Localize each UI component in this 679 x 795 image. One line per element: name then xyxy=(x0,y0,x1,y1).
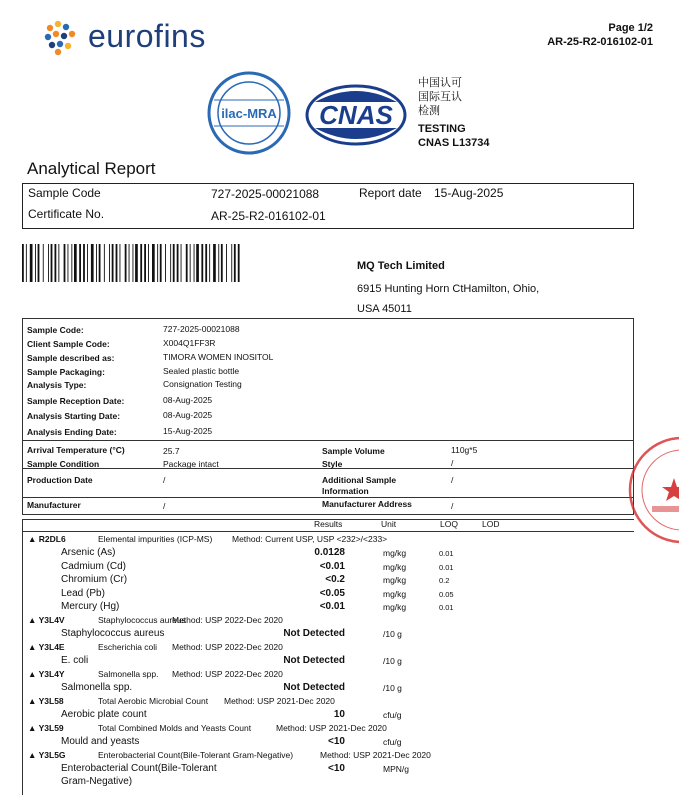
cn-line-3: 检测 xyxy=(418,105,440,117)
barcode-bar xyxy=(48,244,49,282)
result-value: <0.01 xyxy=(319,560,345,572)
barcode-bar xyxy=(165,244,166,282)
analyte-name: Mould and yeasts xyxy=(61,735,140,747)
analyte-name: Mercury (Hg) xyxy=(61,601,120,612)
additional-info-value: / xyxy=(451,475,454,485)
loq-header: LOQ xyxy=(440,519,458,529)
additional-info-label xyxy=(322,475,396,497)
barcode-bar xyxy=(213,244,216,282)
barcode-bar xyxy=(205,244,207,282)
result-unit: cfu/g xyxy=(383,709,402,720)
barcode-bar xyxy=(96,244,97,282)
sample-info-value: 15-Aug-2025 xyxy=(163,426,213,436)
test-method: Method: USP 2022-Dec 2020 xyxy=(172,614,283,625)
certificate-value: AR-25-R2-016102-01 xyxy=(211,209,326,223)
barcode-bar xyxy=(177,244,179,282)
additional-label-line-2: Information xyxy=(322,486,369,496)
cnas-number: CNAS L13734 xyxy=(418,137,490,149)
barcode-bar xyxy=(194,244,195,282)
test-method: Method: USP 2021-Dec 2020 xyxy=(320,749,431,760)
barcode-bar xyxy=(234,244,236,282)
ilac-mra-icon xyxy=(206,70,292,156)
barcode-bar xyxy=(51,244,53,282)
client-address-2: USA 45011 xyxy=(357,303,412,315)
barcode-bar xyxy=(79,244,81,282)
sample-info-value: Sealed plastic bottle xyxy=(163,366,240,376)
barcode-bar xyxy=(186,244,188,282)
result-unit: MPN/g xyxy=(383,763,409,774)
barcode-bar xyxy=(160,244,162,282)
barcode-bar xyxy=(218,244,219,282)
cnas-testing-block xyxy=(418,122,490,150)
ilac-text: ilac-MRA xyxy=(221,106,277,121)
sample-info-label: Sample Reception Date: xyxy=(27,396,125,406)
barcode-bar xyxy=(209,244,210,282)
barcode-bar xyxy=(55,244,57,282)
manufacturer-address-label: Manufacturer Address xyxy=(322,499,412,509)
manufacturer-value: / xyxy=(163,501,166,511)
test-method: Method: USP 2021-Dec 2020 xyxy=(276,722,387,733)
result-unit: mg/kg xyxy=(383,548,407,558)
result-value: <0.01 xyxy=(319,601,345,612)
unit-header: Unit xyxy=(381,519,397,529)
test-code: ▲ Y3L5G xyxy=(28,749,66,760)
barcode-bar xyxy=(173,244,175,282)
barcode-bar xyxy=(104,244,105,282)
result-unit: mg/kg xyxy=(383,588,407,599)
barcode-bar xyxy=(181,244,182,282)
barcode-bar xyxy=(226,244,227,282)
report-title: Analytical Report xyxy=(27,159,156,178)
barcode-bar xyxy=(140,244,142,282)
result-value: 10 xyxy=(333,708,345,720)
test-method: Method: USP 2022-Dec 2020 xyxy=(172,668,283,679)
lod-header: LOD xyxy=(482,519,500,529)
result-value: <10 xyxy=(328,735,345,747)
test-code: ▲ R2DL6 xyxy=(28,534,66,544)
divider xyxy=(22,440,634,441)
barcode-bar xyxy=(125,244,127,282)
loq-value: 0.01 xyxy=(439,562,454,572)
result-value: Not Detected xyxy=(283,627,345,639)
testing-label: TESTING xyxy=(418,123,466,135)
cnas-text: CNAS xyxy=(319,100,393,130)
loq-value: 0.01 xyxy=(439,549,454,558)
cn-line-2: 国际互认 xyxy=(418,91,462,103)
summary-box xyxy=(22,183,634,229)
result-unit: cfu/g xyxy=(383,736,402,747)
barcode-bar xyxy=(196,244,199,282)
barcode-bar xyxy=(238,244,240,282)
style-value: / xyxy=(451,458,454,468)
barcode-bar xyxy=(99,244,101,282)
test-code: ▲ Y3L4V xyxy=(28,614,65,625)
barcode-bar xyxy=(221,244,223,282)
result-unit: /10 g xyxy=(383,628,402,639)
analyte-name: Arsenic (As) xyxy=(61,547,116,558)
arrival-temp-label: Arrival Temperature (°C) xyxy=(27,445,125,455)
result-unit: mg/kg xyxy=(383,602,407,612)
barcode-bar xyxy=(152,244,155,282)
barcode-bar xyxy=(112,244,114,282)
sample-info-label: Analysis Starting Date: xyxy=(27,411,121,421)
client-address-1: 6915 Hunting Horn CtHamilton, Ohio, xyxy=(357,283,540,295)
additional-label-line-1: Additional Sample xyxy=(322,475,397,485)
sample-info-value: 08-Aug-2025 xyxy=(163,410,213,420)
test-method: Method: Current USP, USP <232>/<233> xyxy=(232,534,388,544)
report-date-label: Report date xyxy=(359,186,422,200)
analyte-name: Aerobic plate count xyxy=(61,708,147,720)
barcode-bar xyxy=(43,244,44,282)
barcode-bar xyxy=(170,244,171,282)
eurofins-logo-icon xyxy=(42,18,82,58)
barcode-bar xyxy=(58,244,59,282)
barcode-bar xyxy=(64,244,66,282)
barcode-bar xyxy=(83,244,85,282)
divider xyxy=(22,497,634,498)
manufacturer-address-value: / xyxy=(451,501,454,511)
test-description: Escherichia coli xyxy=(98,641,158,652)
production-value: / xyxy=(163,475,166,485)
test-description: Total Aerobic Microbial Count xyxy=(98,695,209,706)
barcode-bar xyxy=(157,244,158,282)
barcode-bar xyxy=(190,244,191,282)
sample-info-value: X004Q1FF3R xyxy=(163,338,216,348)
barcode-icon xyxy=(22,244,240,282)
sample-info-label: Sample Code: xyxy=(27,325,84,335)
results-left-border xyxy=(22,519,23,795)
test-description: Enterobacterial Count(Bile-Tolerant Gram-Negative) xyxy=(98,749,294,760)
barcode-bar xyxy=(120,244,121,282)
cnas-chinese-text xyxy=(418,76,462,118)
official-stamp-icon xyxy=(622,430,679,550)
sample-info-label: Analysis Ending Date: xyxy=(27,427,117,437)
brand-name: eurofins xyxy=(88,18,206,54)
results-header: Results xyxy=(314,519,343,529)
test-description: Total Combined Molds and Yeasts Count xyxy=(98,722,252,733)
result-value: Not Detected xyxy=(283,654,345,666)
test-description: Elemental impurities (ICP-MS) xyxy=(98,534,213,544)
test-description: Staphylococcus aureus xyxy=(98,614,186,625)
barcode-bar xyxy=(26,244,27,282)
page-number: Page 1/2 xyxy=(608,22,653,34)
result-value: <0.05 xyxy=(319,587,345,599)
test-code: ▲ Y3L58 xyxy=(28,695,64,706)
barcode-bar xyxy=(116,244,118,282)
barcode-bar xyxy=(129,244,130,282)
test-method: Method: USP 2022-Dec 2020 xyxy=(172,641,283,652)
barcode-bar xyxy=(87,244,88,282)
barcode-bar xyxy=(109,244,110,282)
analyte-name: Lead (Pb) xyxy=(61,587,105,599)
divider xyxy=(22,531,634,532)
barcode-bar xyxy=(201,244,203,282)
report-date-value: 15-Aug-2025 xyxy=(434,186,504,200)
test-code: ▲ Y3L59 xyxy=(28,722,64,733)
result-value: 0.0128 xyxy=(314,547,345,558)
sample-info-value: 727-2025-00021088 xyxy=(163,324,240,334)
analyte-name-cont: Gram-Negative) xyxy=(61,775,133,787)
analyte-name: Cadmium (Cd) xyxy=(61,560,127,572)
client-name: MQ Tech Limited xyxy=(357,260,445,272)
condition-label: Sample Condition xyxy=(27,459,100,469)
sample-code-value: 727-2025-00021088 xyxy=(211,187,320,201)
barcode-bar xyxy=(22,244,24,282)
result-unit: /10 g xyxy=(383,682,402,693)
analyte-name: Staphylococcus aureus xyxy=(61,627,165,639)
condition-value: Package intact xyxy=(163,459,219,469)
arrival-temp-value: 25.7 xyxy=(163,446,180,456)
barcode-bar xyxy=(68,244,69,282)
analyte-name: Salmonella spp. xyxy=(61,681,133,693)
style-label: Style xyxy=(322,459,343,469)
barcode-bar xyxy=(74,244,77,282)
result-unit: mg/kg xyxy=(383,575,407,585)
result-unit: /10 g xyxy=(383,655,402,666)
test-code: ▲ Y3L4Y xyxy=(28,668,65,679)
analyte-name: E. coli xyxy=(61,654,89,666)
cn-line-1: 中国认可 xyxy=(418,77,462,89)
sample-info-value: Consignation Testing xyxy=(163,379,242,389)
barcode-bar xyxy=(71,244,72,282)
cnas-logo-icon xyxy=(305,84,407,146)
volume-label: Sample Volume xyxy=(322,446,385,456)
certificate-label: Certificate No. xyxy=(28,207,105,221)
sample-info-value: 08-Aug-2025 xyxy=(163,395,213,405)
report-reference: AR-25-R2-016102-01 xyxy=(547,36,653,48)
barcode-bar xyxy=(91,244,94,282)
barcode-bar xyxy=(231,244,232,282)
test-description: Salmonella spp. xyxy=(98,668,159,679)
sample-info-label: Sample described as: xyxy=(27,353,115,363)
manufacturer-label: Manufacturer xyxy=(27,500,81,510)
analyte-name: Chromium (Cr) xyxy=(61,574,128,585)
sample-info-label: Sample Packaging: xyxy=(27,367,105,377)
sample-info-label: Client Sample Code: xyxy=(27,339,110,349)
sample-code-label: Sample Code xyxy=(28,186,101,200)
test-method: Method: USP 2021-Dec 2020 xyxy=(224,695,335,706)
analyte-name: Enterobacterial Count(Bile-Tolerant xyxy=(61,762,217,774)
loq-value: 0.2 xyxy=(439,576,450,585)
barcode-bar xyxy=(38,244,40,282)
barcode-bar xyxy=(30,244,33,282)
barcode-bar xyxy=(144,244,146,282)
sample-info-value: TIMORA WOMEN INOSITOL xyxy=(163,352,274,362)
sample-info-label: Analysis Type: xyxy=(27,380,87,390)
barcode-bar xyxy=(135,244,138,282)
production-label: Production Date xyxy=(27,475,93,485)
loq-value: 0.05 xyxy=(439,589,454,599)
barcode-bar xyxy=(133,244,134,282)
volume-value: 110g*5 xyxy=(451,445,478,455)
result-unit: mg/kg xyxy=(383,561,407,572)
result-value: <0.2 xyxy=(325,574,345,585)
barcode-bar xyxy=(148,244,149,282)
barcode-bar xyxy=(35,244,36,282)
loq-value: 0.01 xyxy=(439,603,454,612)
test-code: ▲ Y3L4E xyxy=(28,641,65,652)
result-value: <10 xyxy=(328,762,345,774)
result-value: Not Detected xyxy=(283,681,345,693)
